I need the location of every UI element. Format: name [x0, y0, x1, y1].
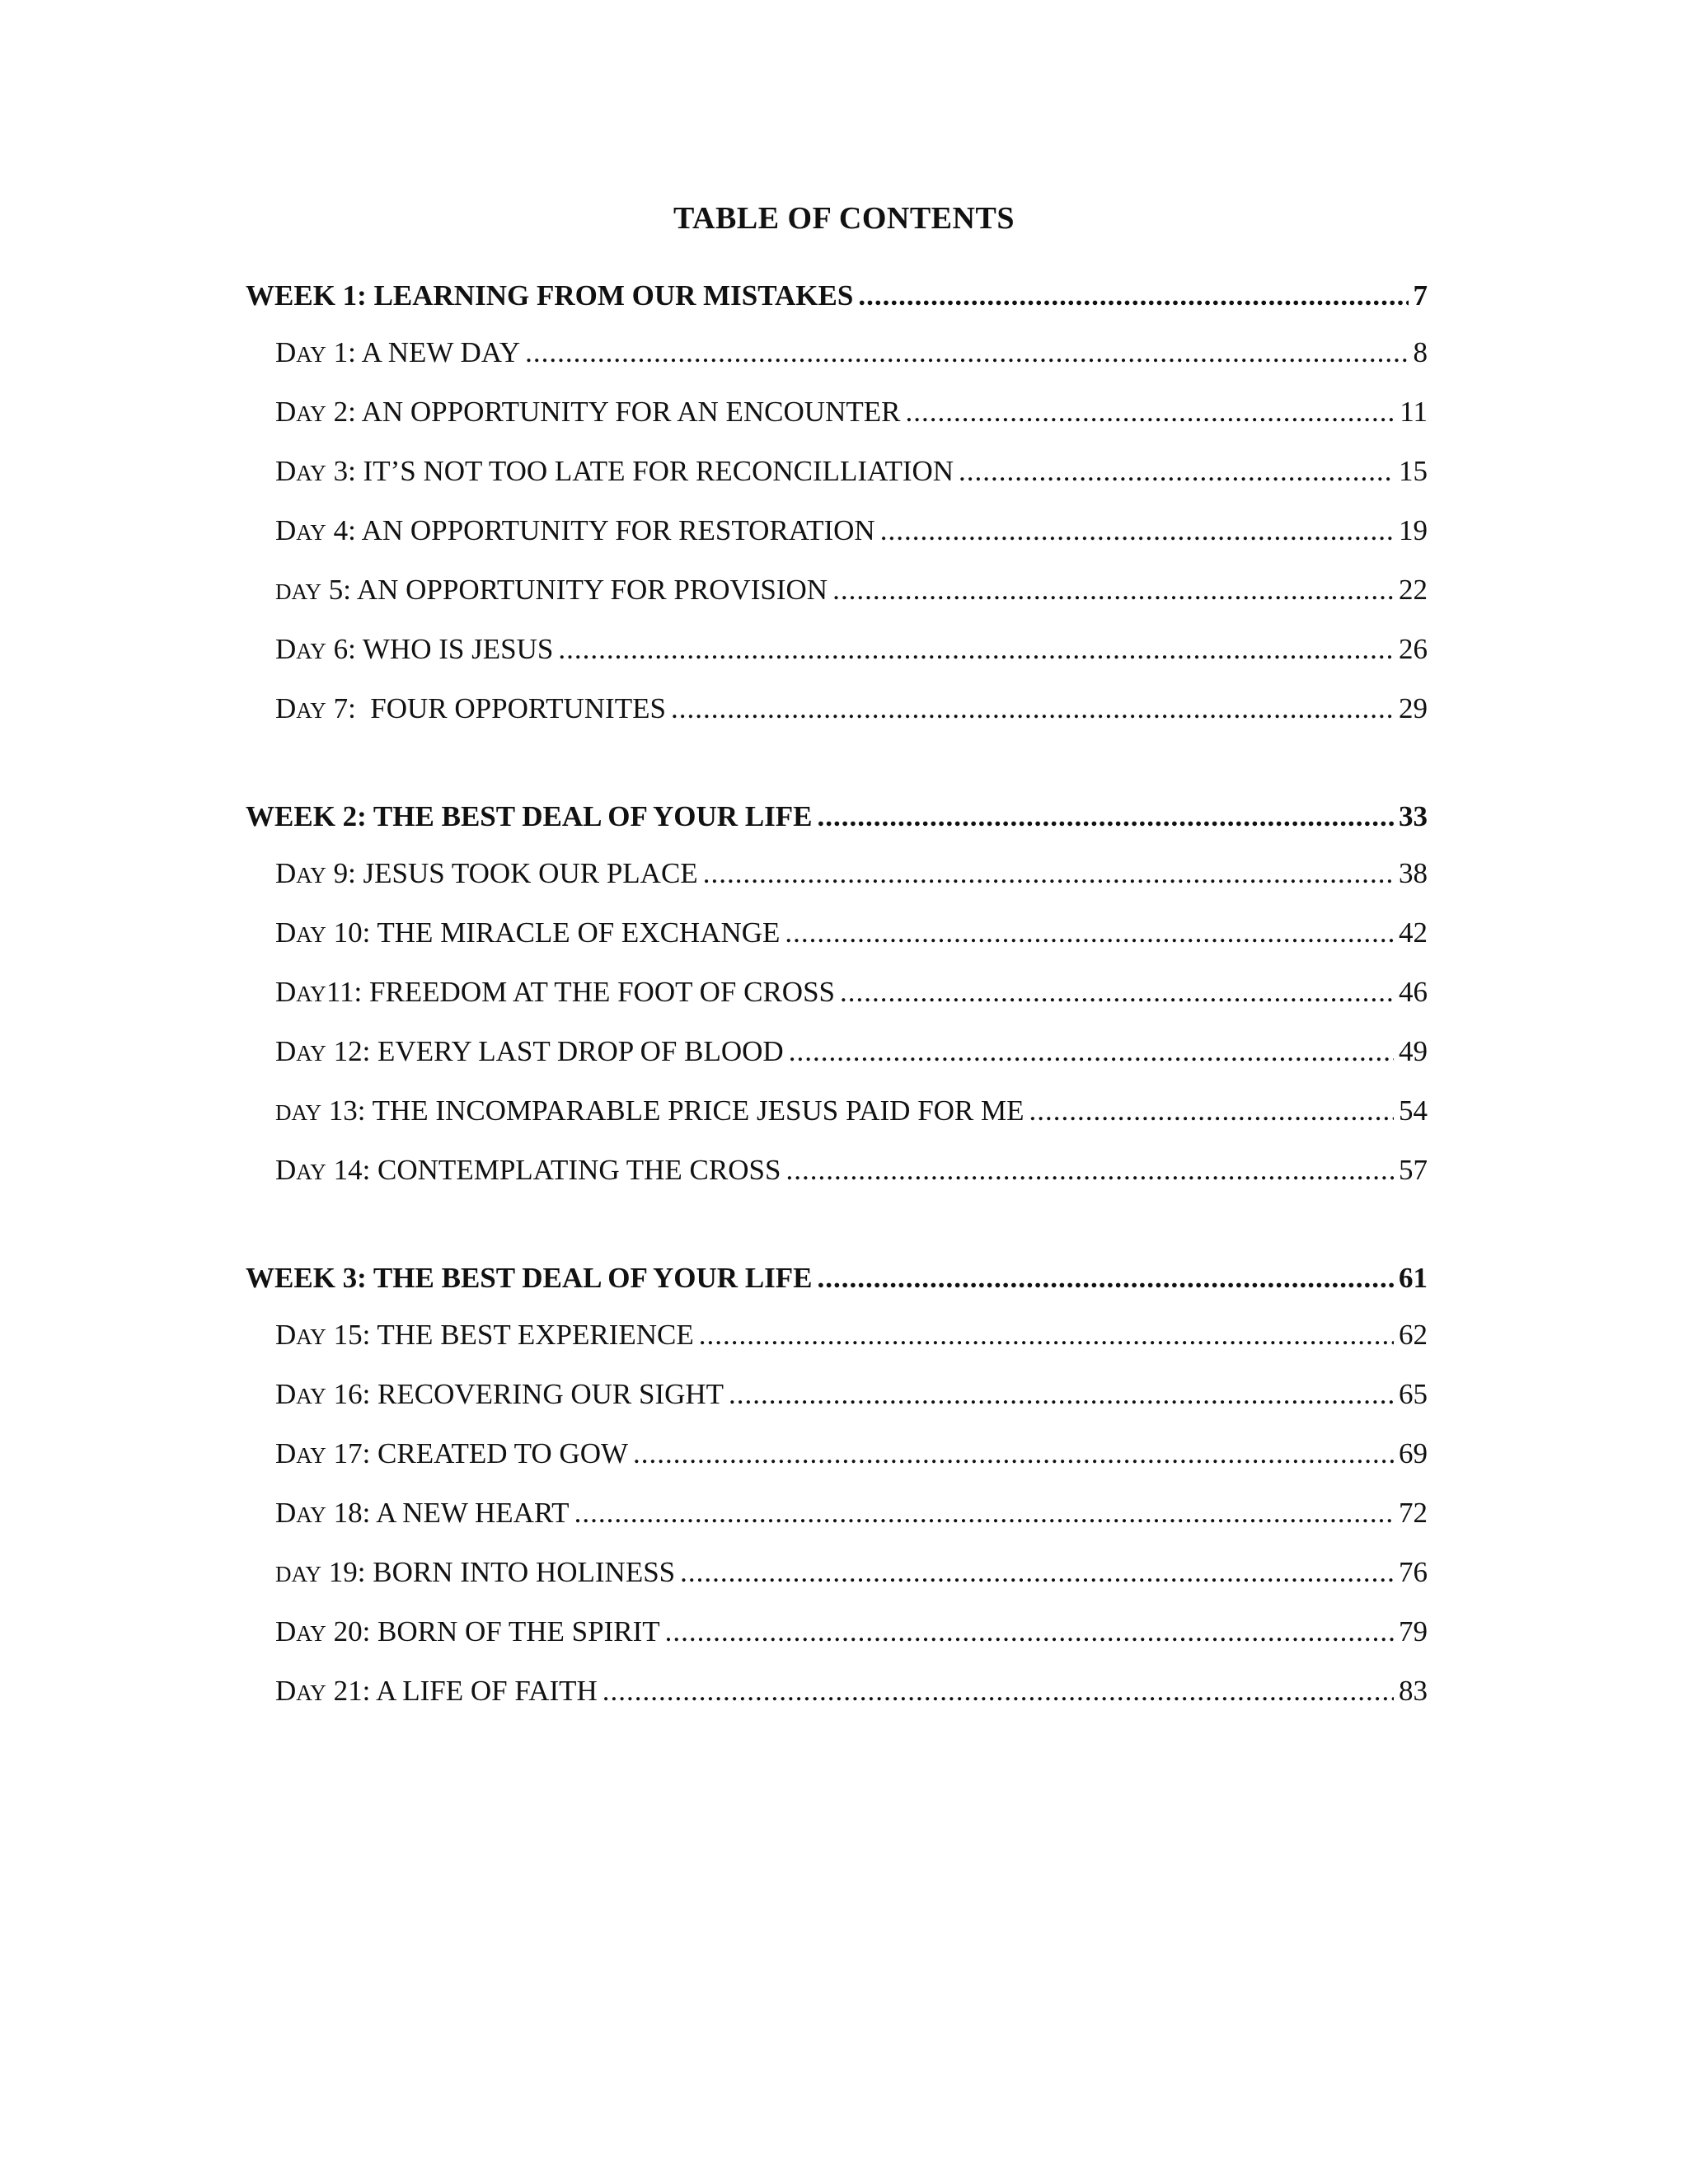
toc-day-entry[interactable]: [246, 382, 1428, 442]
day-prefix-smallcaps: AY: [296, 1621, 326, 1646]
day-title-text: 9: JESUS TOOK OUR PLACE: [326, 857, 698, 889]
day-prefix-capital: D: [275, 1437, 297, 1469]
day-title-text: 20: BORN OF THE SPIRIT: [326, 1615, 660, 1647]
day-prefix-smallcaps: AY: [296, 863, 326, 888]
day-title-text: 13: THE INCOMPARABLE PRICE JESUS PAID FOR ME: [321, 1094, 1025, 1127]
day-prefix-capital: D: [275, 1035, 297, 1067]
page-number: 33: [1399, 800, 1428, 832]
toc-week-section: [246, 790, 1428, 1200]
day-title: [275, 1141, 781, 1202]
day-title: [275, 1081, 1025, 1142]
dot-leader: [671, 679, 1394, 738]
day-prefix-capital: D: [275, 1497, 297, 1529]
toc-day-entry[interactable]: [246, 1602, 1428, 1661]
toc-day-entry[interactable]: [246, 1022, 1428, 1081]
day-title: [275, 1483, 570, 1544]
day-title: [275, 501, 875, 562]
day-prefix-smallcaps: AY: [296, 1502, 326, 1527]
toc-day-entry[interactable]: [246, 442, 1428, 501]
day-title: [275, 963, 835, 1024]
day-prefix-smallcaps: AY: [296, 639, 326, 663]
day-prefix-capital: D: [275, 1154, 297, 1186]
day-prefix-capital: D: [275, 1319, 297, 1351]
page-number: 42: [1399, 916, 1428, 949]
day-title-text: 1: A NEW DAY: [326, 336, 521, 368]
dot-leader: [603, 1661, 1394, 1721]
page-number: 62: [1399, 1319, 1428, 1351]
day-title-text: 14: CONTEMPLATING THE CROSS: [326, 1154, 781, 1186]
day-prefix-smallcaps: AY: [296, 1041, 326, 1066]
day-prefix-capital: D: [275, 514, 297, 546]
day-prefix-smallcaps: AY: [296, 982, 326, 1006]
day-title: [275, 442, 954, 503]
day-prefix-capital: D: [275, 916, 297, 949]
day-title-text: 2: AN OPPORTUNITY FOR AN ENCOUNTER: [326, 396, 901, 428]
day-title-text: 5: AN OPPORTUNITY FOR PROVISION: [321, 574, 828, 606]
toc-day-entry[interactable]: [246, 560, 1428, 620]
toc-day-entry[interactable]: [246, 1365, 1428, 1424]
day-title: [275, 844, 698, 905]
page-number: 83: [1399, 1675, 1428, 1707]
dot-leader: [789, 1022, 1394, 1081]
day-prefix-smallcaps: AY: [296, 342, 326, 367]
day-prefix-smallcaps: DAY: [275, 1562, 322, 1586]
page-number: 26: [1399, 633, 1428, 665]
day-prefix-capital: D: [275, 336, 297, 368]
day-title-text: 16: RECOVERING OUR SIGHT: [326, 1378, 724, 1410]
toc-day-entry[interactable]: [246, 844, 1428, 903]
toc-week-entry[interactable]: [246, 1251, 1428, 1305]
page-number: 65: [1399, 1378, 1428, 1410]
day-title: [275, 1365, 724, 1426]
day-title: [275, 1305, 694, 1366]
week-heading: WEEK 1: LEARNING FROM OUR MISTAKES: [246, 279, 854, 312]
day-title-text: 21: A LIFE OF FAITH: [326, 1675, 598, 1707]
day-prefix-capital: D: [275, 857, 297, 889]
day-title-text: 3: IT’S NOT TOO LATE FOR RECONCILLIATION: [326, 455, 954, 487]
day-title: [275, 903, 780, 964]
toc-day-entry[interactable]: [246, 1081, 1428, 1141]
page-number: 57: [1399, 1154, 1428, 1186]
toc-week-section: [246, 269, 1428, 738]
day-prefix-smallcaps: AY: [296, 1680, 326, 1705]
toc-day-entry[interactable]: [246, 1305, 1428, 1365]
day-prefix-smallcaps: DAY: [275, 1100, 322, 1125]
dot-leader: [959, 442, 1394, 501]
dot-leader: [574, 1483, 1394, 1543]
dot-leader: [818, 1251, 1394, 1305]
day-prefix-capital: D: [275, 1615, 297, 1647]
toc-day-entry[interactable]: [246, 1543, 1428, 1602]
page-number: 7: [1413, 279, 1428, 312]
day-title-text: 19: BORN INTO HOLINESS: [321, 1556, 676, 1588]
dot-leader: [880, 501, 1394, 560]
day-title-text: 7: FOUR OPPORTUNITES: [326, 692, 666, 724]
day-prefix-smallcaps: AY: [296, 520, 326, 545]
day-title: [275, 1424, 628, 1485]
page-number: 19: [1399, 514, 1428, 546]
day-title: [275, 560, 828, 621]
page-number: 61: [1399, 1262, 1428, 1294]
dot-leader: [525, 323, 1408, 382]
page-number: 22: [1399, 574, 1428, 606]
page-number: 76: [1399, 1556, 1428, 1588]
page-number: 54: [1399, 1094, 1428, 1127]
dot-leader: [832, 560, 1394, 620]
toc-week-entry[interactable]: [246, 269, 1428, 323]
day-prefix-capital: D: [275, 1675, 297, 1707]
day-title-text: 15: THE BEST EXPERIENCE: [326, 1319, 694, 1351]
page-number: 46: [1399, 976, 1428, 1008]
toc-day-entry[interactable]: [246, 963, 1428, 1022]
table-of-contents: [246, 269, 1428, 1721]
toc-day-entry[interactable]: [246, 1661, 1428, 1721]
page-title: TABLE OF CONTENTS: [673, 201, 1015, 236]
page-number: 49: [1399, 1035, 1428, 1067]
dot-leader: [785, 1141, 1394, 1200]
dot-leader: [858, 269, 1408, 323]
day-prefix-capital: D: [275, 976, 297, 1008]
day-title-text: 11: FREEDOM AT THE FOOT OF CROSS: [326, 976, 835, 1008]
dot-leader: [818, 790, 1394, 844]
day-title: [275, 382, 900, 443]
week-heading: WEEK 2: THE BEST DEAL OF YOUR LIFE: [246, 800, 813, 832]
dot-leader: [1029, 1081, 1394, 1141]
day-title: [275, 1022, 784, 1083]
page-number: 69: [1399, 1437, 1428, 1469]
day-prefix-capital: D: [275, 1378, 297, 1410]
toc-day-entry[interactable]: [246, 620, 1428, 679]
day-title: [275, 1602, 660, 1663]
page-number: 29: [1399, 692, 1428, 724]
dot-leader: [905, 382, 1395, 442]
page-number: 11: [1400, 396, 1428, 428]
day-prefix-smallcaps: AY: [296, 698, 326, 723]
day-prefix-smallcaps: AY: [296, 922, 326, 947]
day-prefix-smallcaps: AY: [296, 1443, 326, 1468]
day-title: [275, 620, 553, 681]
day-title: [275, 1661, 598, 1722]
dot-leader: [633, 1424, 1394, 1483]
toc-day-entry[interactable]: [246, 323, 1428, 382]
week-heading: WEEK 3: THE BEST DEAL OF YOUR LIFE: [246, 1262, 813, 1294]
dot-leader: [665, 1602, 1394, 1661]
day-prefix-capital: D: [275, 633, 297, 665]
dot-leader: [840, 963, 1394, 1022]
toc-day-entry[interactable]: [246, 903, 1428, 963]
day-prefix-smallcaps: AY: [296, 1384, 326, 1408]
dot-leader: [680, 1543, 1394, 1602]
day-title-text: 4: AN OPPORTUNITY FOR RESTORATION: [326, 514, 875, 546]
dot-leader: [558, 620, 1394, 679]
day-title-text: 17: CREATED TO GOW: [326, 1437, 629, 1469]
page-number: 38: [1399, 857, 1428, 889]
day-title: [275, 323, 520, 384]
dot-leader: [699, 1305, 1394, 1365]
dot-leader: [785, 903, 1394, 963]
day-title: [275, 679, 666, 740]
dot-leader: [703, 844, 1394, 903]
day-prefix-smallcaps: AY: [296, 1160, 326, 1184]
day-title-text: 18: A NEW HEART: [326, 1497, 570, 1529]
day-title-text: 12: EVERY LAST DROP OF BLOOD: [326, 1035, 784, 1067]
toc-day-entry[interactable]: [246, 679, 1428, 738]
day-prefix-capital: D: [275, 396, 297, 428]
page-number: 72: [1399, 1497, 1428, 1529]
day-prefix-capital: D: [275, 692, 297, 724]
day-title-text: 6: WHO IS JESUS: [326, 633, 554, 665]
dot-leader: [729, 1365, 1394, 1424]
toc-day-entry[interactable]: [246, 1141, 1428, 1200]
day-title: [275, 1543, 675, 1604]
toc-day-entry[interactable]: [246, 501, 1428, 560]
day-prefix-smallcaps: AY: [296, 1324, 326, 1349]
day-prefix-capital: D: [275, 455, 297, 487]
toc-day-entry[interactable]: [246, 1483, 1428, 1543]
page-number: 79: [1399, 1615, 1428, 1647]
day-prefix-smallcaps: DAY: [275, 579, 322, 604]
day-title-text: 10: THE MIRACLE OF EXCHANGE: [326, 916, 781, 949]
toc-day-entry[interactable]: [246, 1424, 1428, 1483]
page-number: 8: [1413, 336, 1428, 368]
toc-week-entry[interactable]: [246, 790, 1428, 844]
day-prefix-smallcaps: AY: [296, 461, 326, 485]
page-number: 15: [1399, 455, 1428, 487]
day-prefix-smallcaps: AY: [296, 401, 326, 426]
toc-week-section: [246, 1251, 1428, 1721]
